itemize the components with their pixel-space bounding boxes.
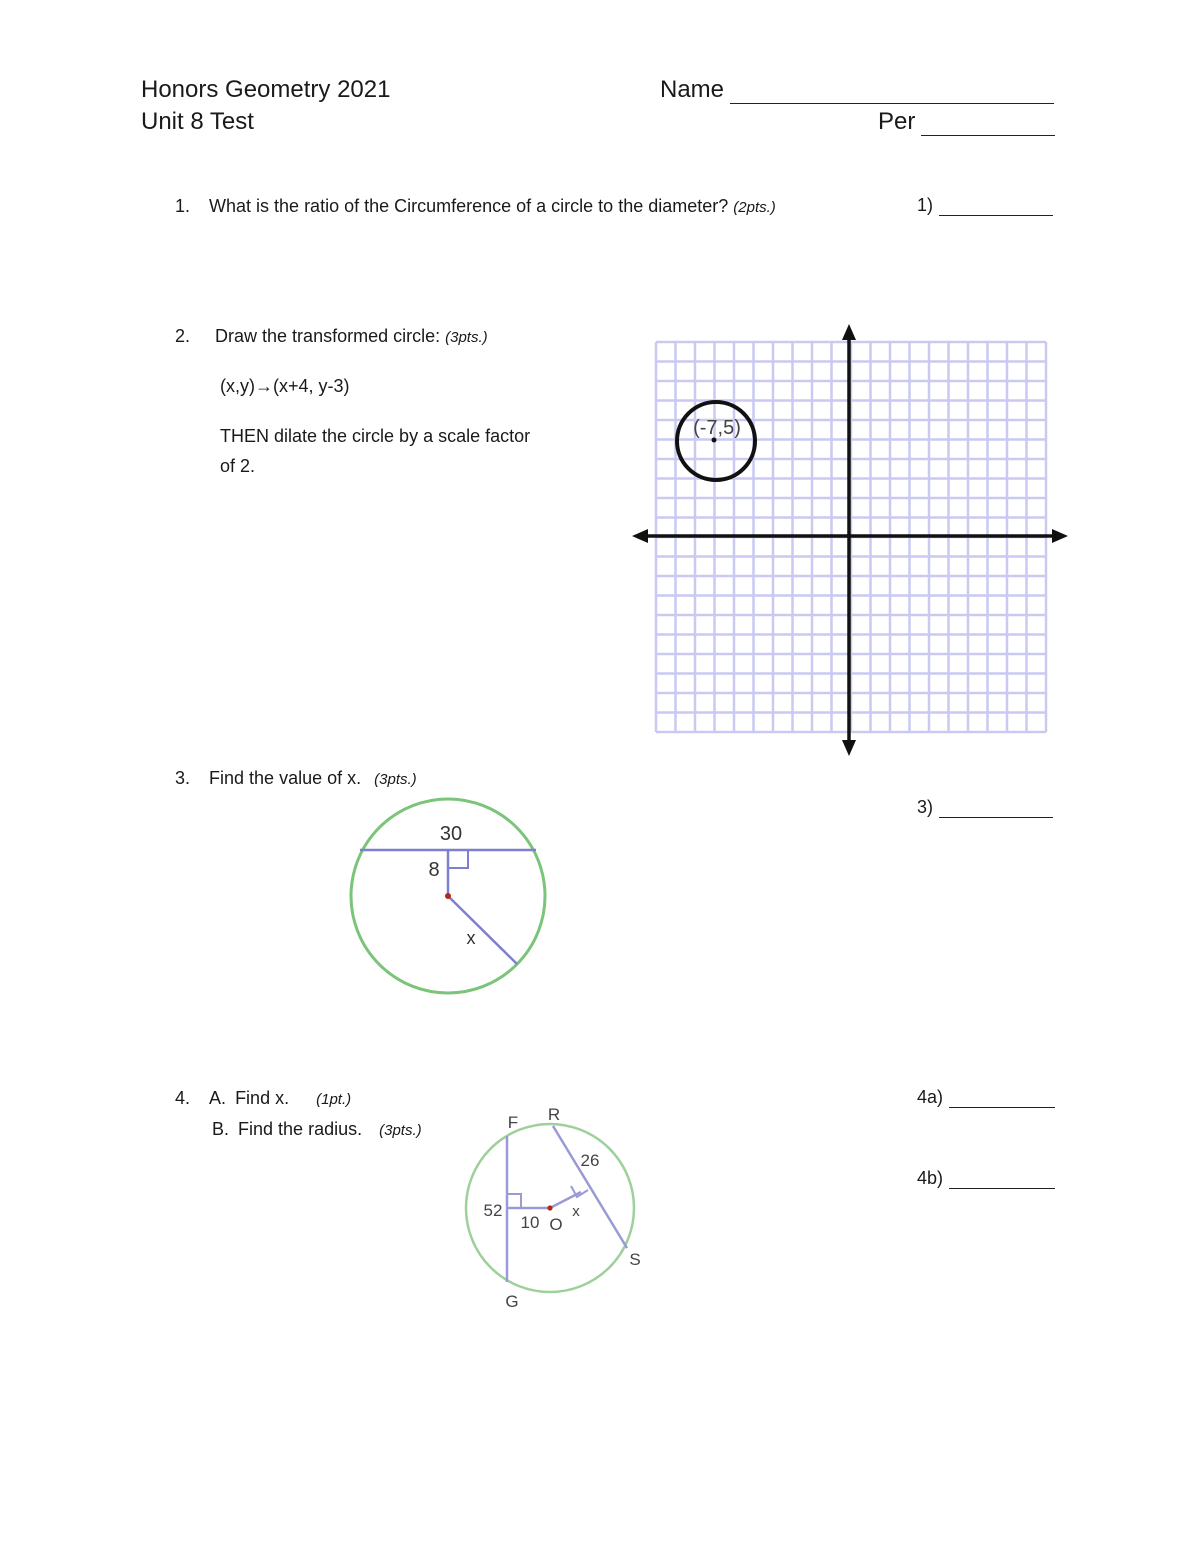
course-title: Honors Geometry 2021 — [141, 76, 391, 103]
answer-1-label: 1) — [917, 195, 934, 215]
question-4-diagram — [455, 1098, 655, 1318]
question-3-points: (3pts.) — [374, 771, 417, 788]
point-r-label: R — [547, 1105, 561, 1124]
answer-3-label: 3) — [917, 797, 934, 817]
period-blank[interactable] — [921, 115, 1055, 136]
answer-4a-blank[interactable] — [949, 1087, 1055, 1108]
point-s-label: S — [629, 1250, 641, 1269]
radius-x-label: x — [466, 928, 476, 948]
question-4b-text: Find the radius. — [238, 1119, 363, 1139]
name-field — [660, 76, 1054, 104]
question-2 — [175, 325, 488, 349]
question-4-part-a — [175, 1087, 351, 1111]
question-4-part-b — [212, 1118, 422, 1142]
chord-length-label: 30 — [439, 823, 463, 845]
question-3-diagram — [340, 790, 560, 1005]
answer-4a-field — [917, 1087, 1055, 1108]
question-2-text: Draw the transformed circle: — [215, 326, 441, 346]
answer-4a-label: 4a) — [917, 1087, 944, 1107]
center-point — [547, 1205, 552, 1210]
radius-segment — [448, 896, 517, 964]
point-f-label: F — [507, 1113, 519, 1132]
center-coordinate-label: (-7,5) — [693, 417, 741, 439]
test-title: Unit 8 Test — [141, 108, 254, 135]
length-10-label: 10 — [520, 1213, 540, 1232]
question-4a-text: Find x. — [235, 1088, 290, 1108]
question-4b-points: (3pts.) — [379, 1122, 422, 1139]
coordinate-grid[interactable] — [620, 318, 1080, 763]
answer-3-field — [917, 797, 1053, 818]
length-x-label: x — [572, 1203, 580, 1220]
period-label: Per — [878, 108, 916, 135]
name-blank[interactable] — [730, 83, 1054, 104]
distance-label: 8 — [428, 859, 440, 881]
answer-4b-label: 4b) — [917, 1168, 944, 1188]
answer-3-blank[interactable] — [939, 797, 1053, 818]
center-point — [445, 893, 451, 899]
dilation-instruction-line-2: of 2. — [220, 456, 256, 476]
right-angle-mark-fg — [507, 1194, 521, 1208]
question-1-points: (2pts.) — [733, 199, 776, 216]
chord-rs — [553, 1126, 627, 1248]
question-1-number: 1. — [175, 196, 191, 216]
answer-1-blank[interactable] — [939, 195, 1053, 216]
y-axis — [842, 324, 856, 756]
length-26-label: 26 — [580, 1151, 600, 1170]
name-label: Name — [660, 76, 725, 103]
period-field — [878, 108, 1055, 136]
dilation-instruction-line-1: THEN dilate the circle by a scale factor — [220, 426, 531, 446]
point-o-label: O — [549, 1215, 563, 1234]
question-4b-letter: B. — [212, 1119, 230, 1139]
transformation-rule: (x,y)→(x+4, y-3) — [220, 376, 350, 396]
question-2-points: (3pts.) — [445, 329, 488, 346]
question-1 — [175, 195, 776, 219]
question-3 — [175, 767, 417, 791]
answer-4b-blank[interactable] — [949, 1168, 1055, 1189]
question-3-number: 3. — [175, 768, 191, 788]
question-4a-letter: A. — [209, 1088, 227, 1108]
answer-1-field — [917, 195, 1053, 216]
question-4a-points: (1pt.) — [316, 1091, 352, 1108]
question-4-number: 4. — [175, 1088, 191, 1108]
point-g-label: G — [505, 1292, 519, 1311]
question-3-text: Find the value of x. — [209, 768, 362, 788]
question-1-text: What is the ratio of the Circumference of a circle to the diameter? — [209, 196, 729, 216]
answer-4b-field — [917, 1168, 1055, 1189]
question-2-number: 2. — [175, 326, 191, 346]
length-52-label: 52 — [483, 1201, 503, 1220]
right-angle-mark — [448, 850, 468, 868]
